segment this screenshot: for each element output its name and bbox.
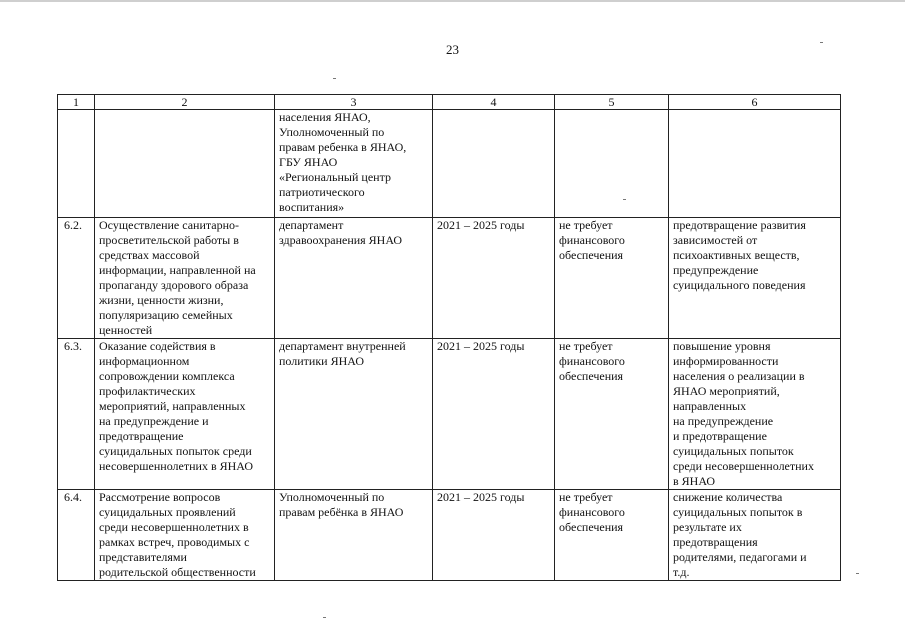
action-cell	[95, 110, 275, 218]
row-number-cell: 6.4.	[58, 490, 95, 581]
funding-cell	[555, 110, 669, 218]
column-header: 1	[58, 95, 95, 110]
scan-speck	[820, 42, 823, 43]
funding-cell: не требует финансового обеспечения	[555, 490, 669, 581]
result-cell: повышение уровня информированности населения о реализации в ЯНАО мероприятий, направленных на предупреждение и предотвращение суицидальных попыток среди несовершеннолетних в ЯНАО	[669, 339, 841, 490]
period-cell: 2021 – 2025 годы	[433, 490, 555, 581]
scan-speck	[856, 573, 859, 574]
action-cell: Осуществление санитарно- просветительской работы в средствах массовой информации, направленной на пропаганду здорового образа жизни, ценности жизни, популяризацию семейных ценностей	[95, 218, 275, 339]
table-header-row	[58, 95, 841, 110]
column-header: 2	[95, 95, 275, 110]
responsible-cell: департамент здравоохранения ЯНАО	[275, 218, 433, 339]
responsible-cell: департамент внутренней политики ЯНАО	[275, 339, 433, 490]
period-cell	[433, 110, 555, 218]
row-number-cell: 6.2.	[58, 218, 95, 339]
period-cell: 2021 – 2025 годы	[433, 339, 555, 490]
measures-table	[57, 94, 841, 581]
row-number-cell: 6.3.	[58, 339, 95, 490]
result-cell	[669, 110, 841, 218]
funding-cell: не требует финансового обеспечения	[555, 218, 669, 339]
column-header: 3	[275, 95, 433, 110]
action-cell: Оказание содействия в информационном сопровождении комплекса профилактических мероприятий, направленных на предупреждение и предотвращение суицидальных попыток среди несовершеннолетних в ЯНАО	[95, 339, 275, 490]
result-cell: предотвращение развития зависимостей от психоактивных веществ, предупреждение суицидального поведения	[669, 218, 841, 339]
column-header: 4	[433, 95, 555, 110]
responsible-cell: населения ЯНАО, Уполномоченный по правам ребенка в ЯНАО, ГБУ ЯНАО «Региональный центр патриотического воспитания»	[275, 110, 433, 218]
action-cell: Рассмотрение вопросов суицидальных проявлений среди несовершеннолетних в рамках встреч, проводимых с представителями родительской общественности	[95, 490, 275, 581]
funding-cell: не требует финансового обеспечения	[555, 339, 669, 490]
table-row	[58, 339, 841, 490]
period-cell: 2021 – 2025 годы	[433, 218, 555, 339]
table-row	[58, 218, 841, 339]
result-cell: снижение количества суицидальных попыток в результате их предотвращения родителями, педагогами и т.д.	[669, 490, 841, 581]
page-number: 23	[446, 42, 459, 57]
row-number-cell	[58, 110, 95, 218]
scan-speck	[323, 617, 326, 618]
top-scan-edge	[0, 0, 905, 2]
column-header: 6	[669, 95, 841, 110]
table-row	[58, 490, 841, 581]
scan-speck	[333, 78, 336, 79]
column-header: 5	[555, 95, 669, 110]
responsible-cell: Уполномоченный по правам ребёнка в ЯНАО	[275, 490, 433, 581]
table-row	[58, 110, 841, 218]
